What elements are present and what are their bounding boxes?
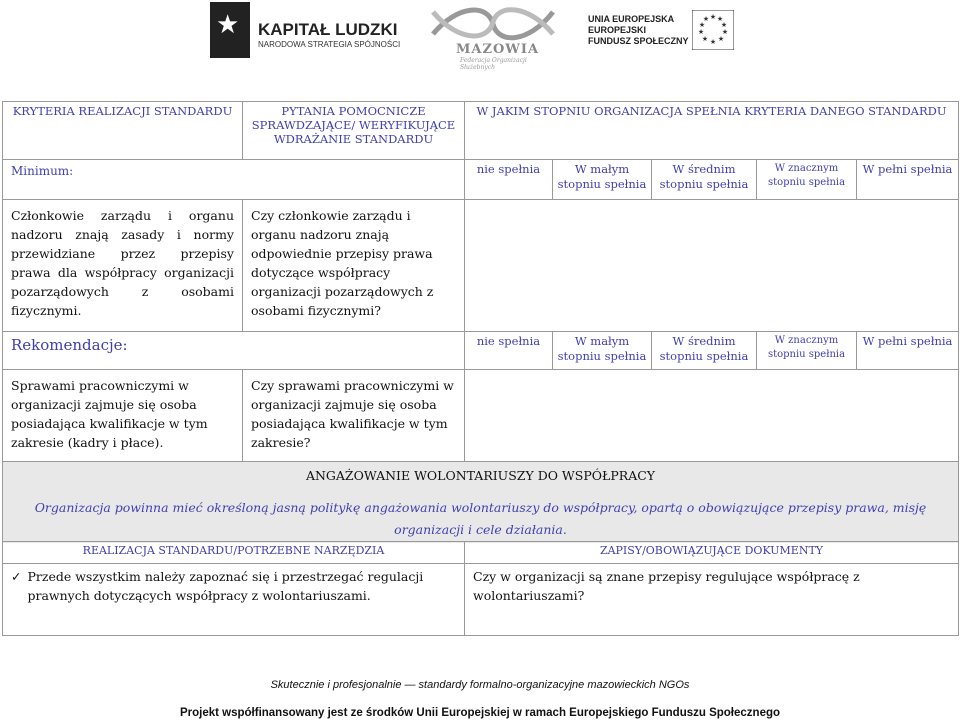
footer-tagline: Skutecznie i profesjonalnie — standardy formalno-organizacyjne mazowieckich NGOs [270,679,690,691]
svg-text:★: ★ [702,15,710,23]
zapisy-item: Czy w organizacji są znane przepisy regulujące współpracę z wolontariuszami? [465,564,959,636]
svg-text:★: ★ [720,21,728,29]
scale-sredni-stopien: W średnim stopniu spełnia [652,160,757,200]
scale-pelni: W pełni spełnia [857,160,959,200]
kapital-ludzki-emblem [210,2,250,58]
eu-line1: UNIA EUROPEJSKA [588,14,675,24]
section-table [2,541,959,636]
svg-text:★: ★ [698,21,706,29]
svg-text:★: ★ [721,28,729,36]
svg-text:★: ★ [701,35,709,43]
eu-line3: FUNDUSZ SPOŁECZNY [588,36,689,46]
scale-maly-stopien: W małym stopniu spełnia [553,160,652,200]
minimum-criterion: Członkowie zarządu i organu nadzoru znają zasady i normy przewidziane przez przepisy prawa dla współpracy organizacji pozarządowych z osobami fizycznymi. [3,200,243,332]
scale-pelni-2: W pełni spełnia [857,332,959,370]
eu-logo [588,10,738,58]
rekomendacje-question: Czy sprawami pracowniczymi w organizacji zajmuje się osoba posiadająca kwalifikacje w tym zakresie? [243,370,465,462]
minimum-rating-cell [465,200,959,332]
minimum-question: Czy członkowie zarządu i organu nadzoru znają odpowiednie przepisy prawa dotyczące współpracy organizacji pozarządowych z osobami fizycznymi? [243,200,465,332]
header-logos [0,0,960,71]
realizacja-item-text: Przede wszystkim należy zapoznać się i przestrzegać regulacji prawnych dotyczących współpracy z wolontariuszami. [27,569,424,603]
standards-table [2,101,959,543]
star-icon: ★ [216,10,240,40]
scale-znaczny-stopien-2: W znacznym stopniu spełnia [757,332,857,370]
svg-text:★: ★ [709,13,717,21]
header-criteria: KRYTERIA REALIZACJI STANDARDU [3,102,243,160]
scale-nie-spelnia: nie spełnia [465,160,553,200]
footer-funding: Projekt współfinansowany jest ze środków Unii Europejskiej w ramach Europejskiego Funduszu Społecznego [179,707,781,719]
eu-flag-icon [692,10,734,50]
mazowia-logo [428,4,558,71]
realizacja-item [3,564,465,636]
section-description: Organizacja powinna mieć określoną jasną politykę angażowania wolontariuszy do współpracy, opartą o obowiązujące przepisy prawa, misję organizacji i cele działania. [3,489,958,543]
section-block [3,462,959,544]
kapital-ludzki-subtitle: NARODOWA STRATEGIA SPÓJNOŚCI [258,40,401,49]
scale-sredni-stopien-2: W średnim stopniu spełnia [652,332,757,370]
knot-icon [428,4,558,42]
kapital-ludzki-logo [210,2,405,58]
mazowia-subtitle: Federacja Organizacji Służebnych [460,57,527,71]
kapital-ludzki-title: KAPITAŁ LUDZKI [258,20,398,39]
eu-text [588,14,689,47]
zapisy-header: ZAPISY/OBOWIĄZUJĄCE DOKUMENTY [465,542,959,564]
scale-nie-spelnia-2: nie spełnia [465,332,553,370]
mazowia-title: MAZOWIA [456,42,540,57]
eu-line2: EUROPEJSKI [588,25,647,35]
rekomendacje-label: Rekomendacje: [3,332,465,370]
section-title: ANGAŻOWANIE WOLONTARIUSZY DO WSPÓŁPRACY [3,462,958,489]
minimum-label: Minimum: [3,160,465,200]
header-questions: PYTANIA POMOCNICZE SPRAWDZAJĄCE/ WERYFIKUJĄCE WDRAŻANIE STANDARDU [243,102,465,160]
svg-text:★: ★ [716,15,724,23]
header-degree: W JAKIM STOPNIU ORGANIZACJA SPEŁNIA KRYTERIA DANEGO STANDARDU [465,102,959,160]
rekomendacje-criterion: Sprawami pracowniczymi w organizacji zajmuje się osoba posiadająca kwalifikacje w tym zakresie (kadry i płace). [3,370,243,462]
svg-text:★: ★ [717,35,725,43]
svg-text:★: ★ [697,28,705,36]
checkmark-icon: ✓ [11,569,22,584]
rekomendacje-rating-cell [465,370,959,462]
realizacja-header: REALIZACJA STANDARDU/POTRZEBNE NARZĘDZIA [3,542,465,564]
scale-maly-stopien-2: W małym stopniu spełnia [553,332,652,370]
scale-znaczny-stopien: W znacznym stopniu spełnia [757,160,857,200]
svg-text:★: ★ [709,38,717,46]
